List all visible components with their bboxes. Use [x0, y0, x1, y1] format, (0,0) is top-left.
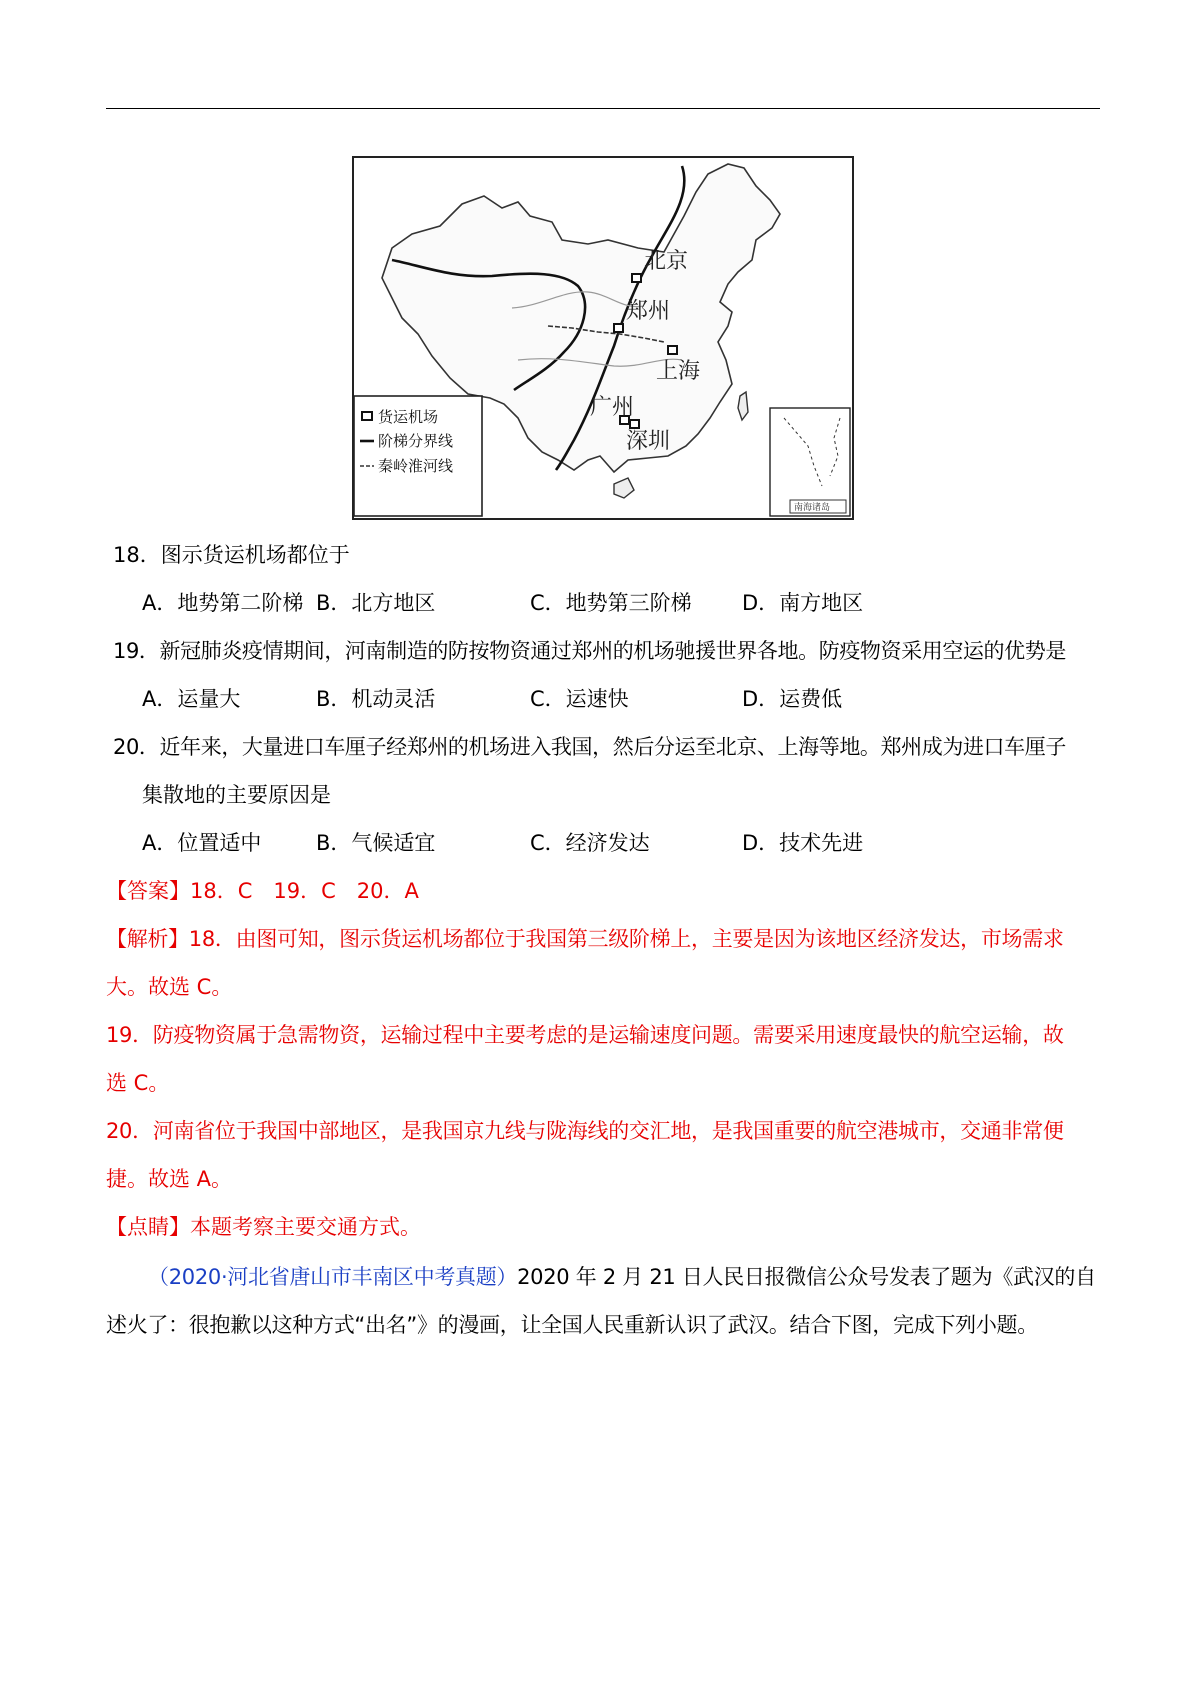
question-20-stem-line2: 集散地的主要原因是 [142, 783, 331, 807]
question-18-option-b[interactable]: B．北方地区 [316, 591, 436, 615]
legend-airport-label: 货运机场 [378, 408, 439, 426]
airport-marker-beijing [632, 274, 641, 282]
inset-label: 南海诸岛 [794, 503, 831, 513]
question-20-option-a[interactable]: A．位置适中 [142, 831, 262, 855]
city-label-guangzhou: 广州 [590, 395, 635, 420]
analysis-20-line1: 20．河南省位于我国中部地区，是我国京九线与陇海线的交汇地，是我国重要的航空港城市，交通非常便 [106, 1119, 1064, 1143]
next-intro-line2: 述火了：很抱歉以这种方式“出名”》的漫画，让全国人民重新认识了武汉。结合下图，完成下列小题。 [106, 1313, 1038, 1337]
legend-airport-icon [362, 412, 372, 420]
question-20-stem-line1: 20．近年来，大量进口车厘子经郑州的机场进入我国，然后分运至北京、上海等地。郑州成为进口车厘子 [113, 735, 1066, 759]
question-19-option-c[interactable]: C．运速快 [530, 687, 629, 711]
question-20-option-c[interactable]: C．经济发达 [530, 831, 650, 855]
question-19-stem: 19．新冠肺炎疫情期间，河南制造的防按物资通过郑州的机场驰援世界各地。防疫物资采用空运的优势是 [113, 639, 1066, 663]
analysis-19-line2: 选 C。 [106, 1071, 170, 1095]
question-18-stem: 18．图示货运机场都位于 [113, 543, 350, 567]
question-20-option-d[interactable]: D．技术先进 [742, 831, 864, 855]
next-intro-line1 [148, 1262, 1096, 1292]
question-18-option-a[interactable]: A．地势第二阶梯 [142, 591, 304, 615]
analysis-20-line2: 捷。故选 A。 [106, 1167, 233, 1191]
airport-marker-shenzhen [630, 420, 639, 428]
airport-marker-zhengzhou [614, 324, 623, 332]
next-intro-source: （2020·河北省唐山市丰南区中考真题） [148, 1265, 518, 1289]
note-line: 【点睛】本题考察主要交通方式。 [106, 1215, 421, 1239]
question-20-option-b[interactable]: B．气候适宜 [316, 831, 436, 855]
city-label-zhengzhou: 郑州 [626, 299, 671, 324]
city-label-shenzhen: 深圳 [626, 429, 671, 454]
answer-line: 【答案】18．C 19．C 20．A [106, 879, 419, 903]
header-rule [106, 108, 1100, 109]
city-label-shanghai: 上海 [656, 359, 701, 384]
question-19-option-b[interactable]: B．机动灵活 [316, 687, 436, 711]
china-map [352, 156, 854, 520]
analysis-18-line2: 大。故选 C。 [106, 975, 233, 999]
analysis-18-line1: 【解析】18．由图可知，图示货运机场都位于我国第三级阶梯上，主要是因为该地区经济发达，市场需求 [106, 927, 1064, 951]
legend-step-line-label: 阶梯分界线 [378, 432, 454, 450]
question-19-option-d[interactable]: D．运费低 [742, 687, 843, 711]
question-19-option-a[interactable]: A．运量大 [142, 687, 241, 711]
airport-marker-shanghai [668, 346, 677, 354]
china-map-figure [352, 156, 854, 520]
question-18-option-d[interactable]: D．南方地区 [742, 591, 864, 615]
city-label-beijing: 北京 [644, 249, 689, 274]
legend-qinling-line-label: 秦岭淮河线 [378, 457, 454, 475]
analysis-19-line1: 19．防疫物资属于急需物资，运输过程中主要考虑的是运输速度问题。需要采用速度最快的航空运输，故 [106, 1023, 1064, 1047]
question-18-option-c[interactable]: C．地势第三阶梯 [530, 591, 692, 615]
next-intro-line1-text: 2020 年 2 月 21 日人民日报微信公众号发表了题为《武汉的自 [517, 1265, 1096, 1289]
